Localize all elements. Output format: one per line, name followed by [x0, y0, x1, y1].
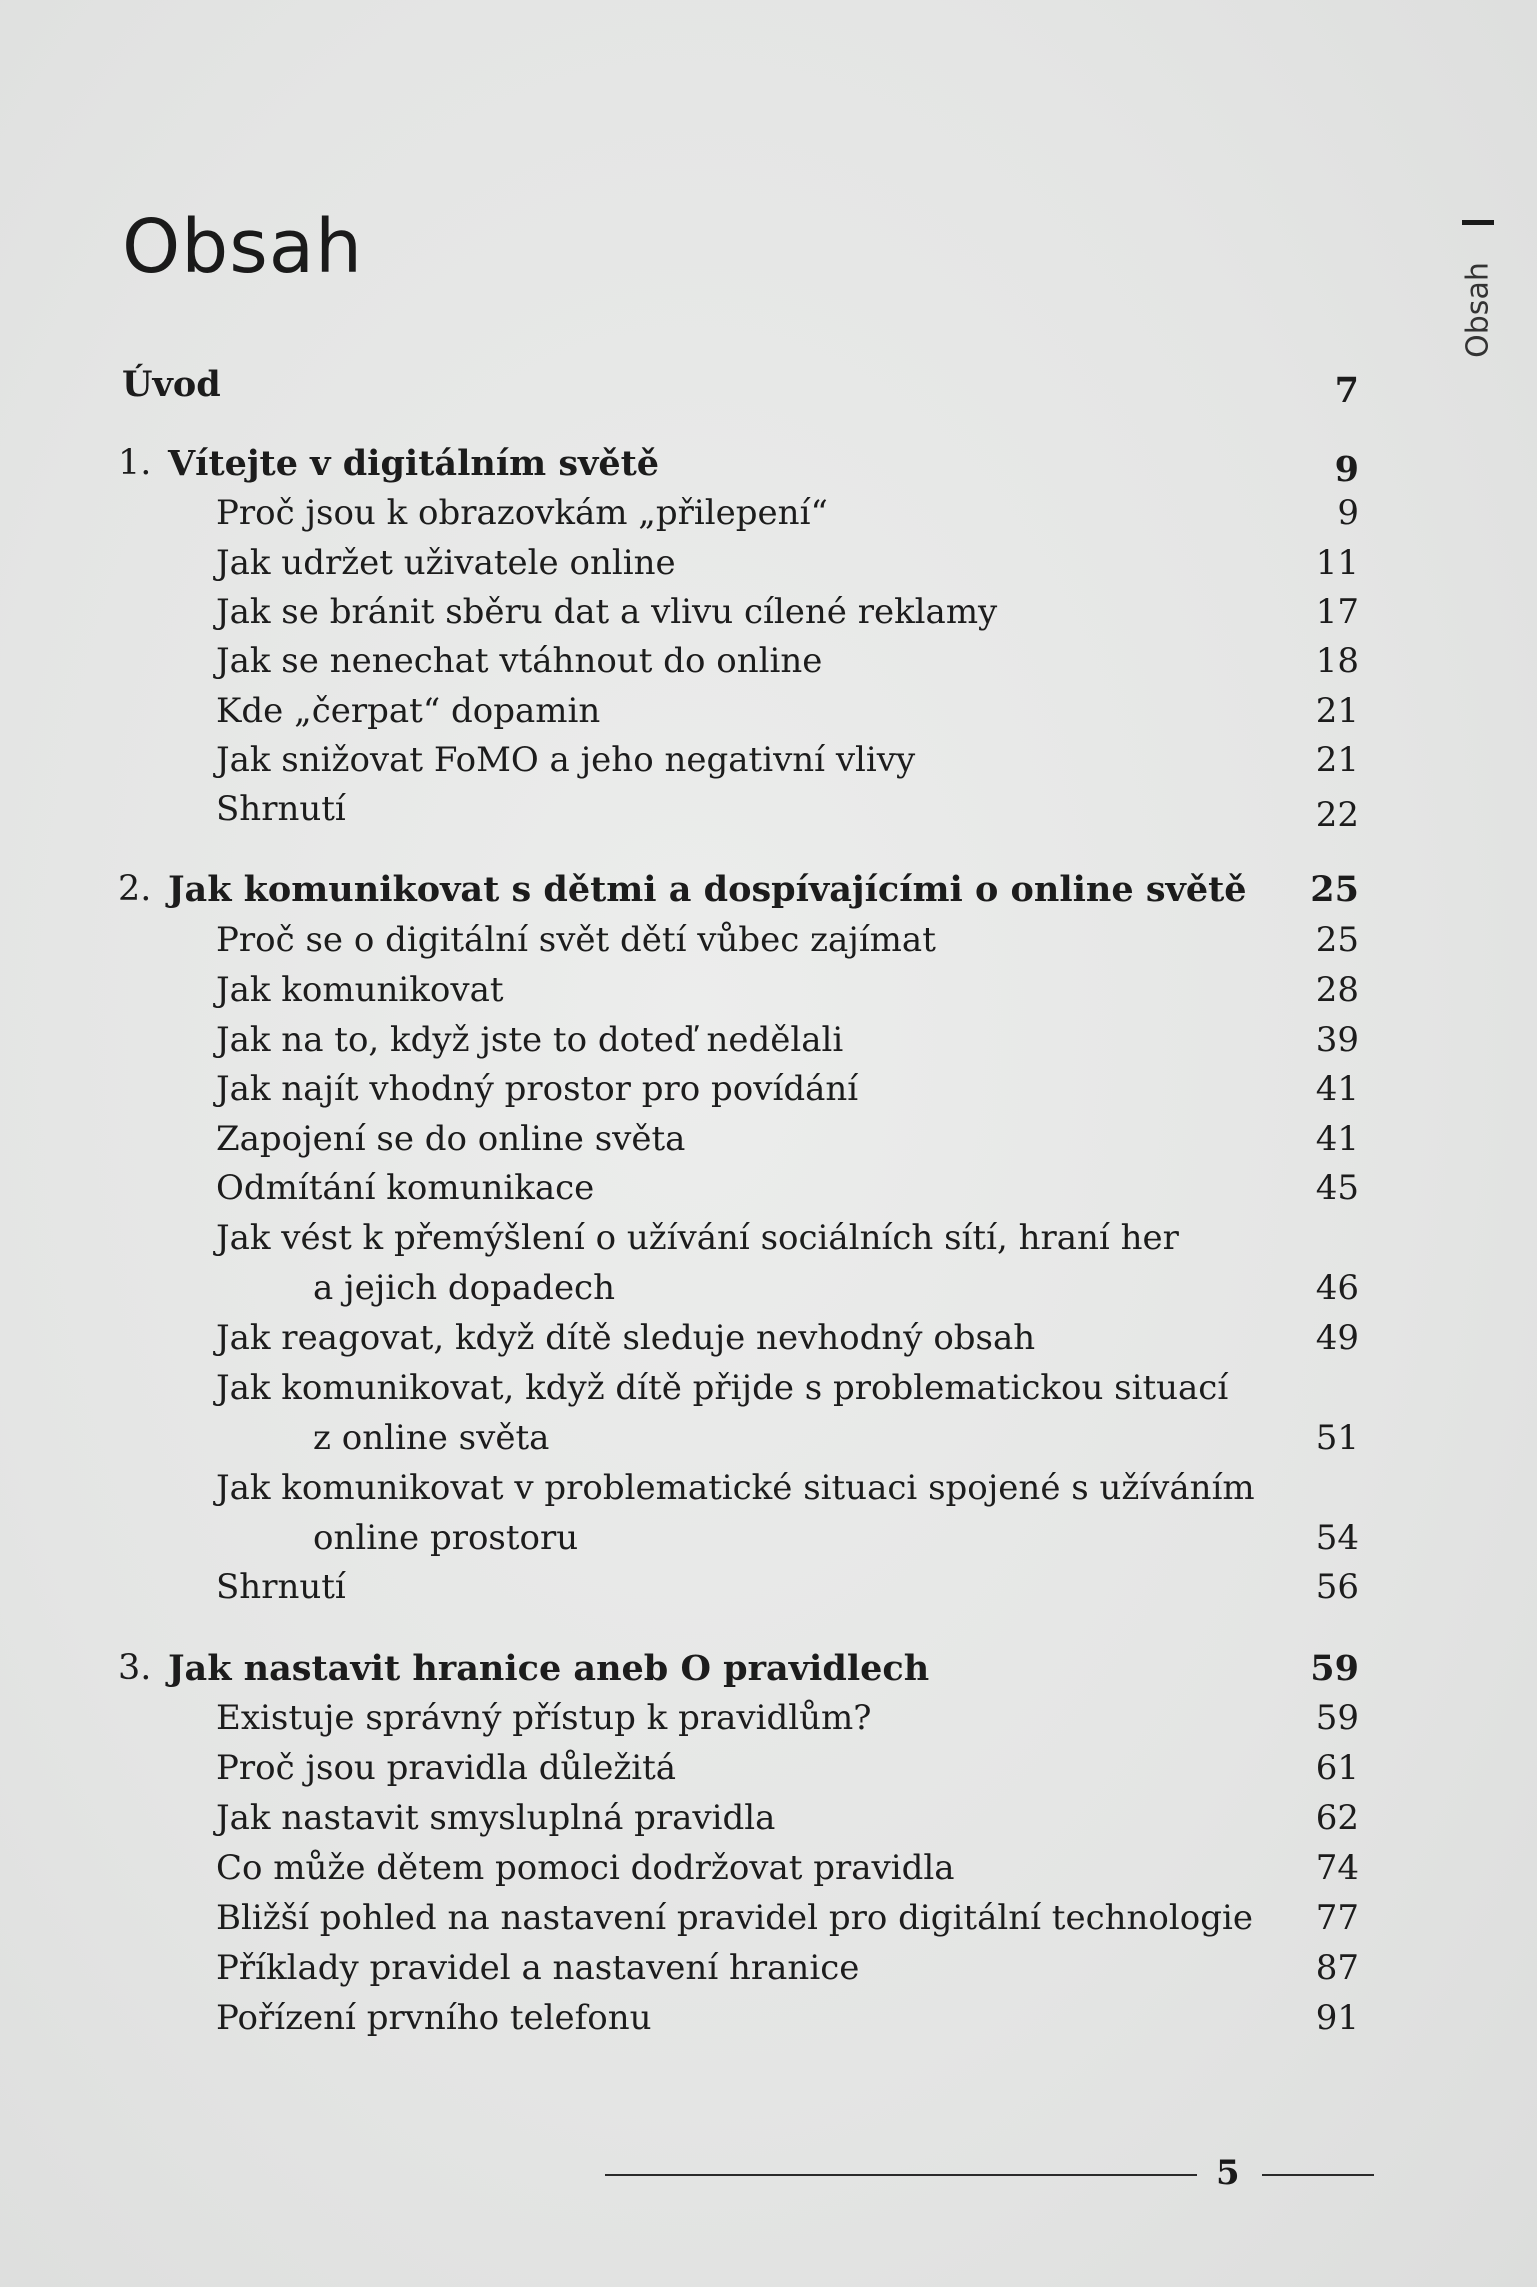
toc-item-title: Zapojení se do online světa — [216, 1119, 686, 1159]
toc-item-page: 41 — [1315, 1069, 1359, 1109]
side-tab-label: Obsah — [1460, 262, 1496, 358]
toc-item-page: 22 — [1315, 795, 1359, 835]
page-folio: 5 — [1216, 2153, 1240, 2193]
toc-item-title: Jak se bránit sběru dat a vlivu cílené reklamy — [216, 592, 998, 632]
toc-item-page: 39 — [1315, 1020, 1359, 1060]
side-tab-marker — [1462, 220, 1494, 225]
chapter-title: Vítejte v digitálním světě — [168, 443, 660, 484]
toc-item-title: Jak udržet uživatele online — [216, 543, 676, 583]
toc-item-title: Jak najít vhodný prostor pro povídání — [216, 1069, 859, 1109]
page-title: Obsah — [122, 203, 364, 290]
toc-item-page: 41 — [1315, 1119, 1359, 1159]
toc-item-page: 77 — [1315, 1898, 1359, 1938]
toc-item-title: Co může dětem pomoci dodržovat pravidla — [216, 1848, 955, 1888]
toc-item-page: 62 — [1315, 1798, 1359, 1838]
chapter-page: 9 — [1334, 449, 1359, 490]
toc-item-title-cont: z online světa — [313, 1418, 550, 1458]
toc-entry-page: 7 — [1334, 370, 1359, 411]
toc-item-title: Proč se o digitální svět dětí vůbec zajímat — [216, 920, 936, 960]
toc-item-page: 28 — [1315, 970, 1359, 1010]
toc-item-page: 59 — [1315, 1698, 1359, 1738]
toc-item-page: 46 — [1315, 1268, 1359, 1308]
chapter-title: Jak nastavit hranice aneb O pravidlech — [168, 1648, 930, 1689]
chapter-page: 25 — [1310, 869, 1359, 910]
toc-item-title: Kde „čerpat“ dopamin — [216, 691, 601, 731]
footer-rule-left — [605, 2174, 1197, 2176]
toc-item-title: Jak komunikovat — [216, 970, 504, 1010]
chapter-number: 1. — [118, 443, 152, 483]
toc-item-title: Příklady pravidel a nastavení hranice — [216, 1948, 860, 1988]
toc-item-page: 18 — [1315, 641, 1359, 681]
toc-item-title: Jak komunikovat v problematické situaci spojené s užíváním — [216, 1468, 1255, 1508]
toc-item-page: 61 — [1315, 1748, 1359, 1788]
toc-item-page: 21 — [1315, 691, 1359, 731]
toc-item-page: 51 — [1315, 1418, 1359, 1458]
toc-entry-title: Úvod — [122, 364, 221, 405]
toc-item-page: 11 — [1315, 543, 1359, 583]
toc-item-page: 17 — [1315, 592, 1359, 632]
toc-item-page: 21 — [1315, 740, 1359, 780]
toc-item-title: Jak komunikovat, když dítě přijde s problematickou situací — [216, 1368, 1229, 1408]
toc-item-title-cont: online prostoru — [313, 1518, 579, 1558]
toc-item-title: Shrnutí — [216, 1567, 346, 1607]
toc-item-title: Proč jsou pravidla důležitá — [216, 1748, 677, 1788]
toc-item-page: 54 — [1315, 1518, 1359, 1558]
chapter-title: Jak komunikovat s dětmi a dospívajícími o online světě — [168, 869, 1247, 910]
toc-item-title: Jak snižovat FoMO a jeho negativní vlivy — [216, 740, 916, 780]
toc-item-title: Existuje správný přístup k pravidlům? — [216, 1698, 872, 1738]
toc-item-page: 9 — [1337, 493, 1359, 533]
chapter-number: 3. — [118, 1648, 152, 1688]
footer-rule-right — [1262, 2174, 1374, 2176]
toc-item-title-cont: a jejich dopadech — [313, 1268, 615, 1308]
toc-item-page: 45 — [1315, 1168, 1359, 1208]
chapter-page: 59 — [1310, 1648, 1359, 1689]
toc-item-page: 25 — [1315, 920, 1359, 960]
toc-item-page: 56 — [1315, 1567, 1359, 1607]
toc-item-page: 91 — [1315, 1998, 1359, 2038]
chapter-number: 2. — [118, 869, 152, 909]
toc-item-title: Bližší pohled na nastavení pravidel pro digitální technologie — [216, 1898, 1253, 1938]
toc-item-title: Pořízení prvního telefonu — [216, 1998, 652, 2038]
toc-item-title: Proč jsou k obrazovkám „přilepení“ — [216, 493, 828, 533]
toc-item-title: Jak reagovat, když dítě sleduje nevhodný obsah — [216, 1318, 1036, 1358]
toc-item-page: 87 — [1315, 1948, 1359, 1988]
toc-item-page: 49 — [1315, 1318, 1359, 1358]
toc-item-title: Jak vést k přemýšlení o užívání sociálních sítí, hraní her — [216, 1218, 1179, 1258]
toc-item-title: Shrnutí — [216, 789, 346, 829]
toc-item-page: 74 — [1315, 1848, 1359, 1888]
toc-item-title: Jak na to, když jste to doteď nedělali — [216, 1020, 844, 1060]
toc-item-title: Jak se nenechat vtáhnout do online — [216, 641, 823, 681]
toc-item-title: Jak nastavit smysluplná pravidla — [216, 1798, 776, 1838]
toc-item-title: Odmítání komunikace — [216, 1168, 595, 1208]
